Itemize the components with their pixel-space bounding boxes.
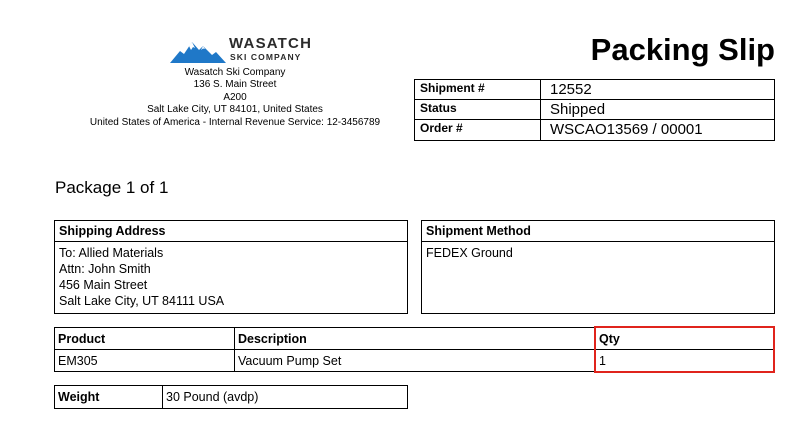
address-line: Salt Lake City, UT 84111 USA (59, 294, 225, 308)
order-number-value: WSCAO13569 / 00001 (550, 121, 703, 138)
qty-highlight-box (594, 326, 775, 373)
shipment-number-label: Shipment # (415, 80, 541, 99)
company-line: 136 S. Main Street (193, 79, 277, 91)
shipping-address-heading: Shipping Address (55, 221, 407, 242)
address-line: Attn: John Smith (59, 262, 151, 276)
shipping-address-body (55, 242, 407, 312)
address-line: To: Allied Materials (59, 246, 164, 260)
address-line: 456 Main Street (59, 278, 148, 292)
product-cell: EM305 (55, 350, 235, 372)
shipment-method-box (421, 220, 775, 314)
order-number-label: Order # (415, 120, 541, 140)
qty-column-header: Qty (599, 332, 620, 346)
shipment-number-value: 12552 (550, 81, 592, 98)
mountain-logo-icon (170, 37, 226, 63)
table-row (415, 120, 774, 140)
product-column-header: Product (55, 328, 235, 349)
qty-cell: 1 (599, 354, 606, 368)
company-line: A200 (223, 91, 247, 103)
company-line: Wasatch Ski Company (184, 67, 286, 78)
table-row (415, 80, 774, 100)
status-value: Shipped (550, 101, 606, 118)
table-row (415, 100, 774, 120)
weight-label: Weight (55, 386, 163, 408)
status-label: Status (415, 100, 541, 119)
weight-value: 30 Pound (avdp) (166, 390, 259, 404)
description-column-header: Description (235, 328, 596, 349)
company-line: United States of America - Internal Revenue Service: 12-3456789 (89, 116, 381, 128)
shipment-method-heading: Shipment Method (422, 221, 774, 242)
company-address (60, 67, 410, 129)
company-line: Salt Lake City, UT 84101, United States (147, 104, 323, 116)
brand-name: WASATCH (229, 35, 313, 52)
description-cell: Vacuum Pump Set (235, 350, 596, 372)
package-count: Package 1 of 1 (55, 178, 169, 197)
brand-subtitle: SKI COMPANY (230, 52, 302, 62)
shipping-address-box (54, 220, 408, 314)
shipment-method-value: FEDEX Ground (426, 246, 513, 260)
shipment-info-table (414, 79, 775, 141)
page-title: Packing Slip (590, 32, 775, 67)
weight-table (54, 385, 408, 409)
